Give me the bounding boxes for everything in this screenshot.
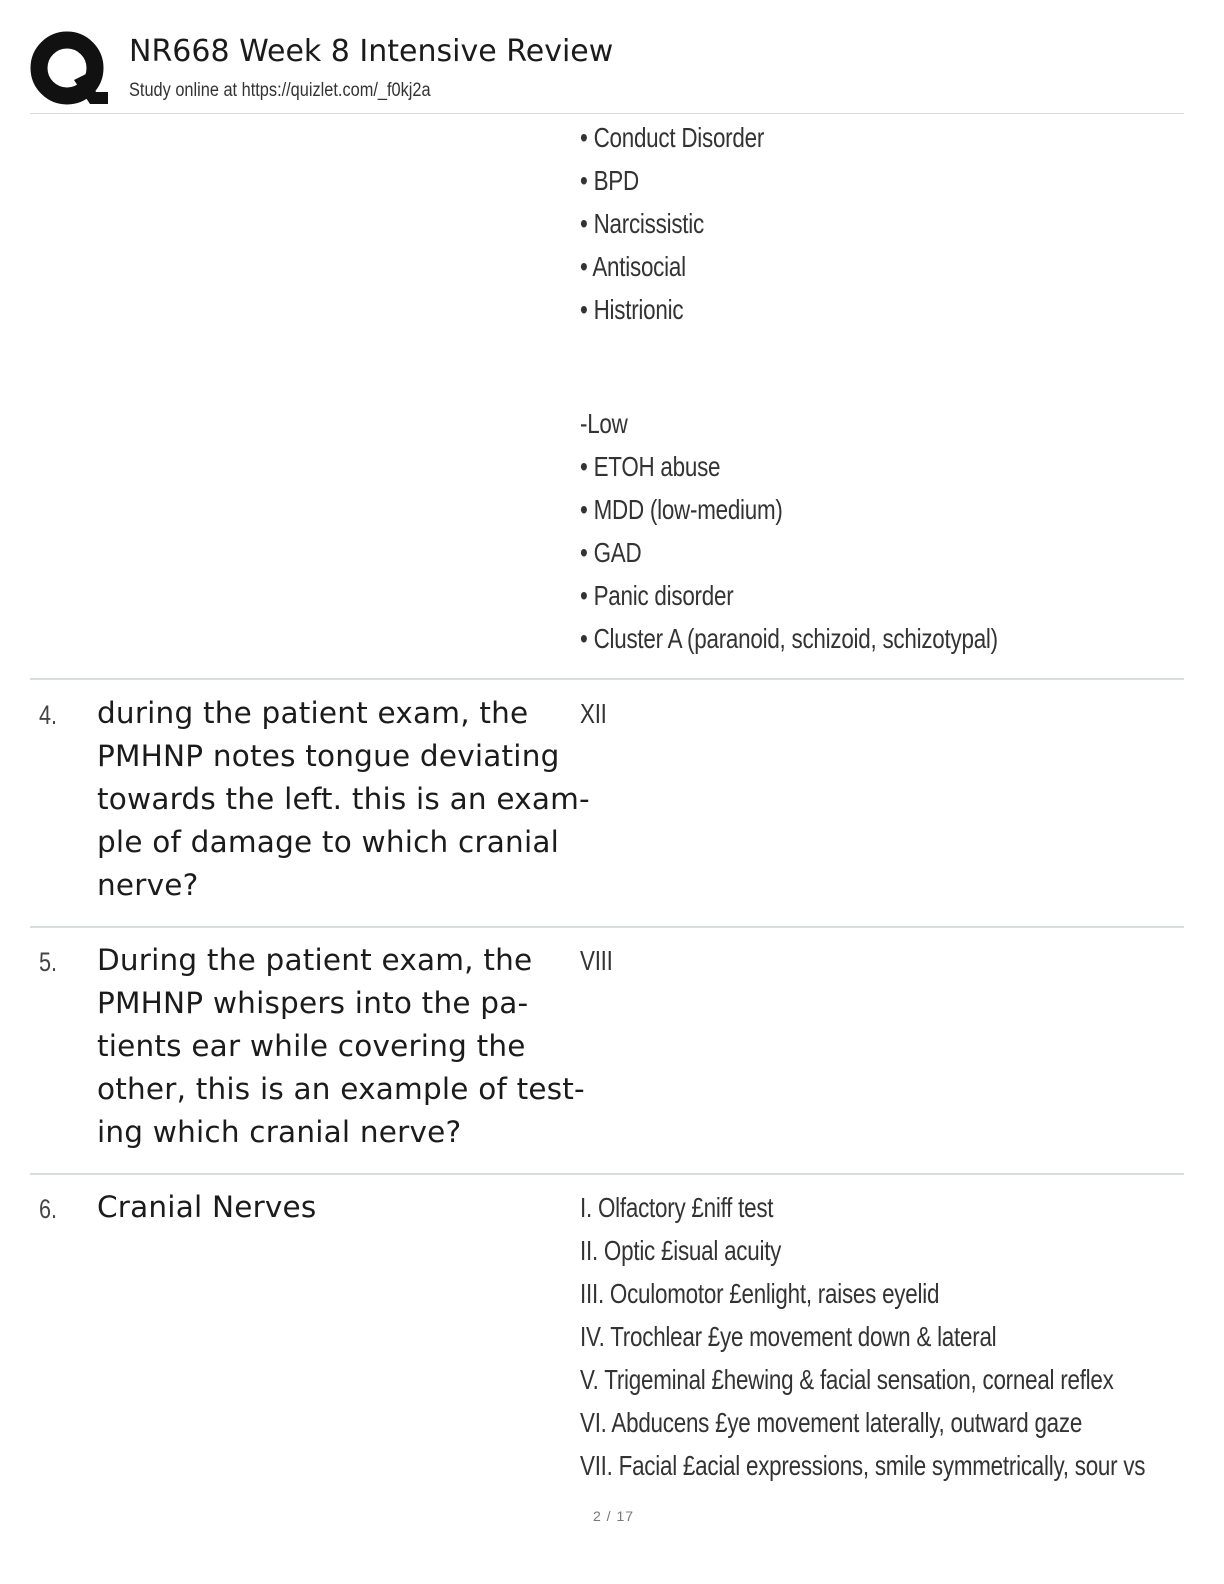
definition-line: VII. Facial £acial expressions, smile symmetrically, sour vs — [580, 1450, 1146, 1481]
card-term — [97, 692, 590, 907]
term-line: During the patient exam, the — [97, 943, 533, 977]
definition-line: II. Optic £isual acuity — [580, 1235, 782, 1266]
definition-line: • Histrionic — [580, 294, 684, 325]
term-line: tients ear while covering the — [97, 1029, 526, 1063]
quizlet-logo-icon — [30, 30, 108, 108]
definition-line: V. Trigeminal £hewing & facial sensation, corneal reflex — [580, 1364, 1114, 1395]
page-header — [30, 28, 1182, 114]
card-term — [97, 1186, 577, 1229]
definition-line: I. Olfactory £niff test — [580, 1192, 774, 1223]
term-line: during the patient exam, the — [97, 696, 529, 730]
definition-line: • Cluster A (paranoid, schizoid, schizotypal) — [580, 623, 998, 654]
definition-line: • BPD — [580, 165, 639, 196]
term-line: nerve? — [97, 868, 199, 902]
definition-line: IV. Trochlear £ye movement down & lateral — [580, 1321, 997, 1352]
definition-line: • MDD (low-medium) — [580, 494, 783, 525]
card-divider — [30, 926, 1184, 928]
definition-line: • ETOH abuse — [580, 451, 721, 482]
term-line: other, this is an example of test- — [97, 1072, 585, 1106]
definition-line: • Antisocial — [580, 251, 686, 282]
term-line: towards the left. this is an exam- — [97, 782, 590, 816]
card-number: 5. — [39, 947, 58, 977]
card-term — [97, 939, 585, 1154]
definition-line: -Low — [580, 408, 628, 439]
definition-line: III. Oculomotor £enlight, raises eyelid — [580, 1278, 940, 1309]
term-line: Cranial Nerves — [97, 1190, 317, 1224]
card-divider — [30, 678, 1184, 680]
card-divider — [30, 1173, 1184, 1175]
term-line: PMHNP whispers into the pa- — [97, 986, 529, 1020]
definition-line: • GAD — [580, 537, 642, 568]
definition-line: • Panic disorder — [580, 580, 734, 611]
page-number: 2 / 17 — [593, 1508, 635, 1524]
card-number: 4. — [39, 700, 58, 730]
card-number: 6. — [39, 1194, 58, 1224]
term-line: ple of damage to which cranial — [97, 825, 560, 859]
definition-line: • Narcissistic — [580, 208, 704, 239]
study-online-link[interactable]: Study online at https://quizlet.com/_f0kj2a — [129, 80, 431, 101]
term-line: ing which cranial nerve? — [97, 1115, 462, 1149]
definition-line: • Conduct Disorder — [580, 122, 765, 153]
card-definition: VIII — [580, 945, 613, 976]
set-title: NR668 Week 8 Intensive Review — [129, 34, 614, 69]
definition-line: VI. Abducens £ye movement laterally, outward gaze — [580, 1407, 1083, 1438]
term-line: PMHNP notes tongue deviating — [97, 739, 560, 773]
header-divider — [30, 113, 1184, 114]
card-definition: XII — [580, 698, 607, 729]
